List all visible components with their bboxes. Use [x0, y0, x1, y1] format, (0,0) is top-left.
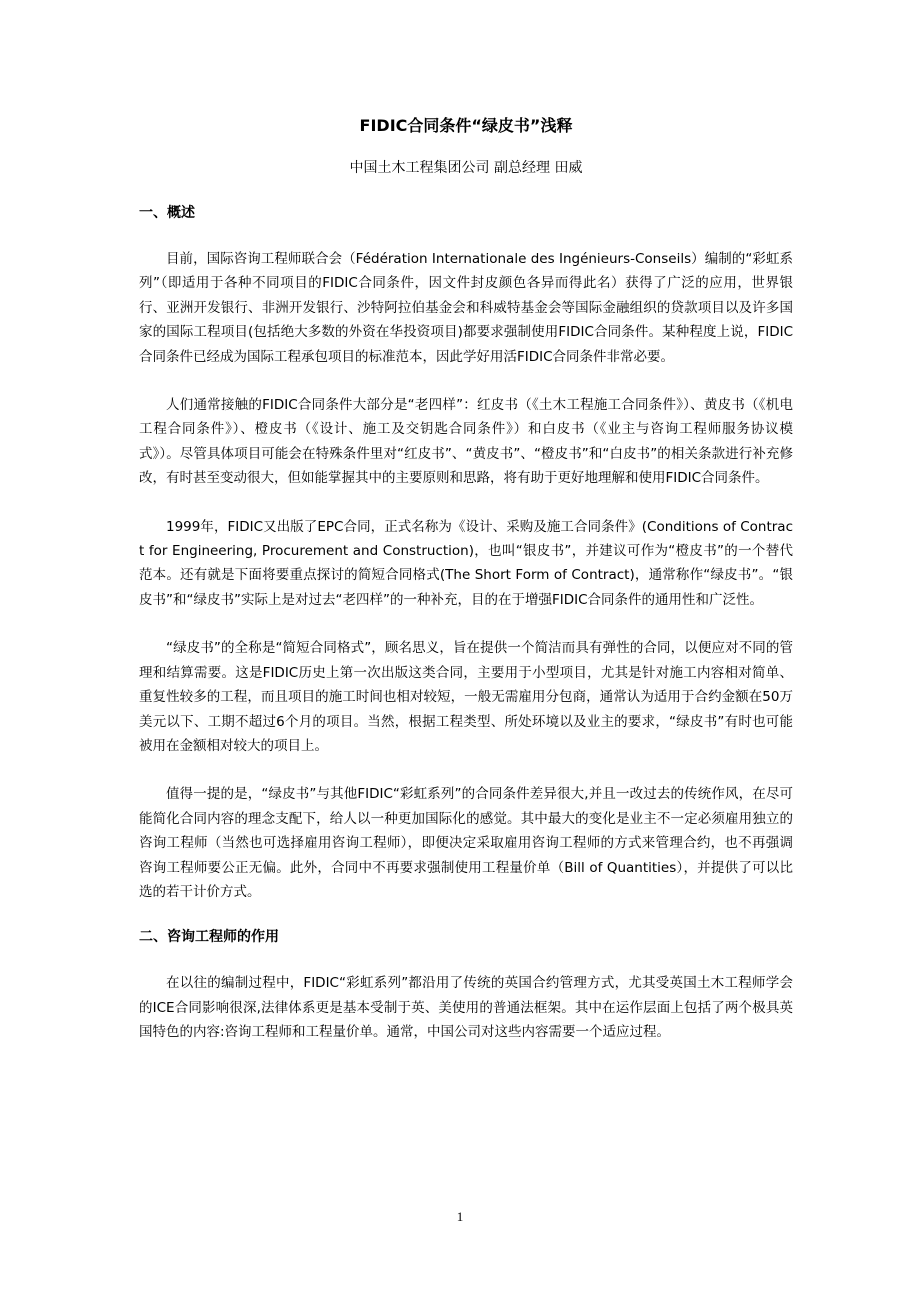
- section-heading-consulting-engineer-role: 二、咨询工程师的作用: [139, 929, 279, 946]
- paragraph: 在以往的编制过程中，FIDIC“彩虹系列”都沿用了传统的英国合约管理方式，尤其受英国土木工程师学会的ICE合同影响很深,法律体系更是基本受制于英、美使用的普通法框架。其中在运作层面上包括了两个极具英国特色的内容:咨询工程师和工程量价单。通常，中国公司对这些内容需要一个适应过程。: [139, 975, 793, 1041]
- page-number: 1: [456, 1209, 464, 1224]
- paragraph: 人们通常接触的FIDIC合同条件大部分是“老四样”：红皮书（《土木工程施工合同条件》）、黄皮书（《机电工程合同条件》）、橙皮书（《设计、施工及交钥匙合同条件》）和白皮书（《业主与咨询工程师服务协议模式》）。尽管具体项目可能会在特殊条件里对“红皮书”、“黄皮书”、“橙皮书”和“白皮书”的相关条款进行补充修改，有时甚至变动很大，但如能掌握其中的主要原则和思路，将有助于更好地理解和使用FIDIC合同条件。: [139, 397, 793, 487]
- paragraph: 值得一提的是，“绿皮书”与其他FIDIC“彩虹系列”的合同条件差异很大,并且一改过去的传统作风，在尽可能简化合同内容的理念支配下，给人以一种更加国际化的感觉。其中最大的变化是业主不一定必须雇用独立的咨询工程师（当然也可选择雇用咨询工程师），即便决定采取雇用咨询工程师的方式来管理合约，也不再强调咨询工程师要公正无偏。此外，合同中不再要求强制使用工程量价单（Bill of Quantities），并提供了可以比选的若干计价方式。: [139, 786, 793, 900]
- document-body: [139, 112, 793, 1045]
- paragraph: 目前，国际咨询工程师联合会（Fédération Internationale des Ingénieurs-Conseils）编制的“彩虹系列”（即适用于各种不同项目的FIDIC合同条件，因文件封皮颜色各异而得此名）获得了广泛的应用，世界银行、亚洲开发银行、非洲开发银行、沙特阿拉伯基金会和科威特基金会等国际金融组织的贷款项目以及许多国家的国际工程项目(包括绝大多数的外资在华投资项目)都要求强制使用FIDIC合同条件。某种程度上说，FIDIC合同条件已经成为国际工程承包项目的标准范本，因此学好用活FIDIC合同条件非常必要。: [139, 251, 793, 365]
- paragraph: “绿皮书”的全称是“简短合同格式”，顾名思义，旨在提供一个简洁而具有弹性的合同，以便应对不同的管理和结算需要。这是FIDIC历史上第一次出版这类合同，主要用于小型项目，尤其是针对施工内容相对简单、重复性较多的工程，而且项目的施工时间也相对较短，一般无需雇用分包商，通常认为适用于合约金额在50万美元以下、工期不超过6个月的项目。当然，根据工程类型、所处环境以及业主的要求，“绿皮书”有时也可能被用在金额相对较大的项目上。: [139, 640, 793, 754]
- section-heading-overview: 一、概述: [139, 205, 195, 221]
- author-byline: 中国土木工程集团公司 副总经理 田威: [349, 160, 583, 176]
- paragraph: 1999年，FIDIC又出版了EPC合同，正式名称为《设计、采购及施工合同条件》(Conditions of Contract for Engineering, Procurement and Construction)，也叫“银皮书”，并建议可作为“橙皮书”的一个替代范本。还有就是下面将要重点探讨的简短合同格式(The Short Form of Contract)，通常称作“绿皮书”。“银皮书”和“绿皮书”实际上是对过去“老四样”的一种补充，目的在于增强FIDIC合同条件的通用性和广泛性。: [139, 518, 793, 608]
- document-title: FIDIC合同条件“绿皮书”浅释: [359, 116, 573, 135]
